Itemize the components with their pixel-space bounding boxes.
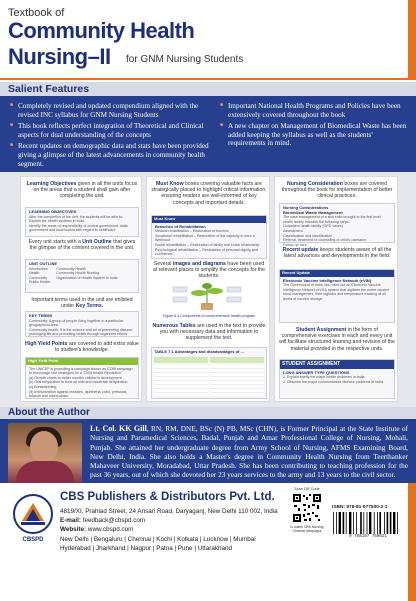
publisher-website[interactable]: www.cbspd.com — [86, 526, 134, 534]
table-body-cell — [154, 365, 208, 395]
qr-code-icon[interactable] — [292, 493, 322, 523]
author-bio-text: , RN, RM, DNE, BSc (N) PB, MSc (CHN), is Former Principal at the State Institute of Nursing and Paramedical Sciences, Badal, Punjab and Amar Professional College of Nursing, Mohali, Punjab. She attained her undergraduate degree from Army School of Nursing, AFMS Examining Board, New Delhi, India. She also holds a Master's degree in Community Health Nursing from Teerthanker Mahaveer University, Moradabad, Uttar Pradesh. She has been contributing to teaching profession for the past 36 years, out of which she devoted her 23 years services to the army and 13 years to the civil sector. — [90, 424, 408, 480]
barcode-bar — [393, 512, 395, 534]
recent-update-label: Recent update keeps students aware of all the latest advances and developments in the field. — [282, 247, 392, 260]
salient-item: ■ Completely revised and updated compendium aligned with the revised INC syllabus for GNM Nursing Students — [10, 102, 210, 119]
barcode-bar — [379, 512, 381, 534]
barcode-number: 9 788197 750021 — [349, 535, 387, 539]
barcode-bar — [339, 512, 341, 534]
about-author-heading-text: About the Author — [8, 407, 90, 418]
salient-list-left — [10, 102, 210, 171]
logo-text: CBSPD — [22, 537, 44, 543]
feature-preview — [0, 172, 416, 407]
barcode-bar — [369, 512, 371, 534]
barcode-bar — [377, 512, 378, 534]
qr-label: Scan QR Code — [294, 487, 320, 491]
barcode-bar — [353, 512, 354, 534]
salient-heading-text: Salient Features — [8, 83, 90, 95]
diagram-plant-icon — [171, 281, 243, 311]
salient-item: ■ Important National Health Programs and Policies have been extensively covered throughout the book — [220, 102, 408, 119]
barcode-bar — [374, 512, 375, 534]
student-assignment-label: Student Assignment in the form of comprehensive exercises in each and every unit will facilitate structured learning and revision of the material provided in the respective units. — [279, 327, 395, 352]
high-yield-label: High Yield Points are covered to add extra value to student's knowledge. — [25, 341, 139, 354]
salient-features-panel — [0, 96, 416, 172]
author-photo — [8, 423, 82, 485]
must-know-box: Must Know Branches of Rehabilitation Medical rehabilitation – Restoration of function Vocational rehabilitation – Restoration of the capacity to earn a livelihood Social rehabilitation – Restoration of family and social relationship Psychological rehabilitation – Restoration of personal dignity and confidence — [151, 215, 267, 259]
publisher-address: 4819/XI, Prahlad Street, 24 Ansari Road, Daryaganj, New Delhi 110 002, India — [60, 508, 278, 515]
book-title-line1: Community Health — [8, 18, 195, 43]
barcode-bar — [387, 512, 389, 534]
preview-column-3 — [274, 176, 398, 402]
barcode-bar — [346, 512, 347, 534]
salient-features-heading — [0, 82, 416, 96]
learning-objectives-box: LEARNING OBJECTIVES After the completion of the unit, the students will be able to: Explain the health systems in India Identify the areas of responsibility of central government, state government and local bodies with regard to healthcare — [25, 207, 139, 237]
pre-title: Textbook of — [8, 7, 65, 19]
barcode-bar — [390, 512, 392, 534]
barcode-bar — [349, 512, 351, 534]
about-author-heading — [0, 407, 416, 419]
table-header-cell — [154, 357, 208, 363]
must-know-label: Must Know boxes covering valuable facts are strategically placed to highlight critical information, ensuring readers are well-informed of key concepts and important details. — [151, 181, 267, 206]
salient-item: ■ A new chapter on Management of Biomedical Waste has been added keeping the syllabus as well as the students' requirements in mind. — [220, 122, 408, 148]
barcode-bar — [336, 512, 337, 534]
publisher-footer — [0, 483, 416, 601]
nursing-consideration-label: Nursing Consideration boxes are covered throughout the book for implementation of better clinical practices. — [281, 181, 393, 200]
learning-objectives-label: Learning Objectives given in all the units focus on the areas that a student shall gain after completing the unit. — [26, 181, 138, 200]
recent-update-box: Recent Update Electronic Vaccine Intelligence Network (eVIN) The Government of India has rolled out an Electronic Vaccine Intelligence Network (eVIN) system that digitizes the entire vaccine stock management, their logistics and temperature tracking at all levels of vaccine storage. — [279, 269, 395, 323]
barcode-bar — [397, 512, 398, 534]
barcode-bar — [356, 512, 357, 534]
header-rule — [0, 78, 416, 80]
preview-column-1 — [20, 176, 142, 402]
barcode-bar — [360, 512, 362, 534]
barcode-bar — [363, 512, 364, 534]
orange-stripe — [408, 0, 416, 80]
book-title-line2: Nursing–II — [8, 44, 111, 69]
salient-item: ■ This book reflects perfect integration of Theoretical and Clinical aspects for dual understanding of the concepts — [10, 122, 210, 139]
barcode-bar — [343, 512, 345, 534]
barcode-icon — [332, 512, 404, 534]
book-subtitle: for GNM Nursing Students — [126, 54, 244, 65]
numerous-tables-label: Numerous Tables are used in the text to provide you with necessary data and information to supplement the text. — [152, 323, 266, 342]
author-bio — [90, 424, 408, 480]
figure-caption: Figure 6.4 Components of comprehensive health program — [162, 314, 256, 318]
author-name: Lt. Col. KK Gill — [90, 424, 147, 433]
table-preview-box: TABLE 7.1 Advantages and disadvantages of ... — [151, 347, 267, 399]
qr-caption: to watch CBS Nursing Channel webpages — [290, 525, 324, 533]
publisher-email[interactable]: feedback@cbspd.com — [81, 517, 146, 525]
publisher-address-block: 4819/XI, Prahlad Street, 24 Ansari Road, Daryaganj, New Delhi 110 002, India E-mail: feedback@cbspd.com Website: www.cbspd.com New Delhi | Bengaluru | Chennai | Kochi | Kolkata | Lucknow | Mumbai Hyderabad | Jharkhand | Nagpur | Patna | Pune | Uttarakhand — [60, 507, 292, 553]
high-yield-box: High Yield Point The UNICEF is promoting a campaign known as GOBI campaign to encourage four strategies for a 'Child Health Revolution' (a) Growth charts to better monitor children's development (b) Oral rehydration to treat all mild and moderate dehydration (c) Breastfeeding (d) Immunization against measles, diphtheria, polio, pertussis, tetanus and tuberculosis — [25, 357, 139, 399]
cbspd-logo-icon — [12, 493, 54, 535]
unit-outline-label: Every unit starts with a Unit Outline that gives the glimpse of the content covered in the unit. — [28, 239, 136, 252]
preview-column-2 — [146, 176, 270, 402]
salient-item: ■ Recent updates on demographic data and stats have been provided giving a glimpse of the latest advancements in community health segment. — [10, 142, 210, 168]
publisher-cities: New Delhi | Bengaluru | Chennai | Kochi | Kolkata | Lucknow | Mumbai — [60, 535, 256, 543]
publisher-name: CBS Publishers & Distributors Pvt. Ltd. — [60, 491, 275, 503]
unit-outline-box: UNIT OUTLINE Introduction Health Community Public Health Community Health Community Health Nursing Organization of Health System in India — [25, 259, 139, 293]
key-terms-label: Important terms used in the unit are enlisted under Key Terms. — [31, 297, 133, 310]
images-diagrams-label: Several images and diagrams have been used at relevant places to simplify the concepts for the students. — [152, 261, 266, 280]
salient-list-right — [220, 102, 408, 151]
barcode-bar — [333, 512, 334, 534]
table-header-cell — [210, 357, 264, 363]
author-panel — [0, 419, 416, 483]
barcode-bar — [367, 512, 368, 534]
barcode-bar — [384, 512, 385, 534]
key-terms-box: KEY TERMS Community: A group of people living together in a particular geographical area. Community health: It is the science and art of preventing disease, prolonging life and promoting health through organized efforts. — [25, 311, 139, 337]
isbn: ISBN: 978-81-977500-2-1 — [332, 505, 388, 510]
cover-header — [0, 0, 416, 80]
nursing-consideration-box: Nursing Considerations Biomedical Waste Management The case management of a sick child brought to the first level health facility includes the following steps: Outpatient health facility (OPD cases) Assessment Classification and identification Referral, treatment or counseling of child's caretaker Follow-up care — [279, 203, 395, 243]
publisher-cities: Hyderabad | Jharkhand | Nagpur | Patna | Pune | Uttarakhand — [60, 544, 233, 552]
orange-stripe — [408, 483, 416, 601]
student-assignment-box: STUDENT ASSIGNMENT LONG ANSWER TYPE QUESTIONS 1. Explain briefly the major health problems in India. 2. Describe the major communicable disease problems in India. — [279, 359, 395, 399]
table-body-cell — [210, 365, 264, 395]
